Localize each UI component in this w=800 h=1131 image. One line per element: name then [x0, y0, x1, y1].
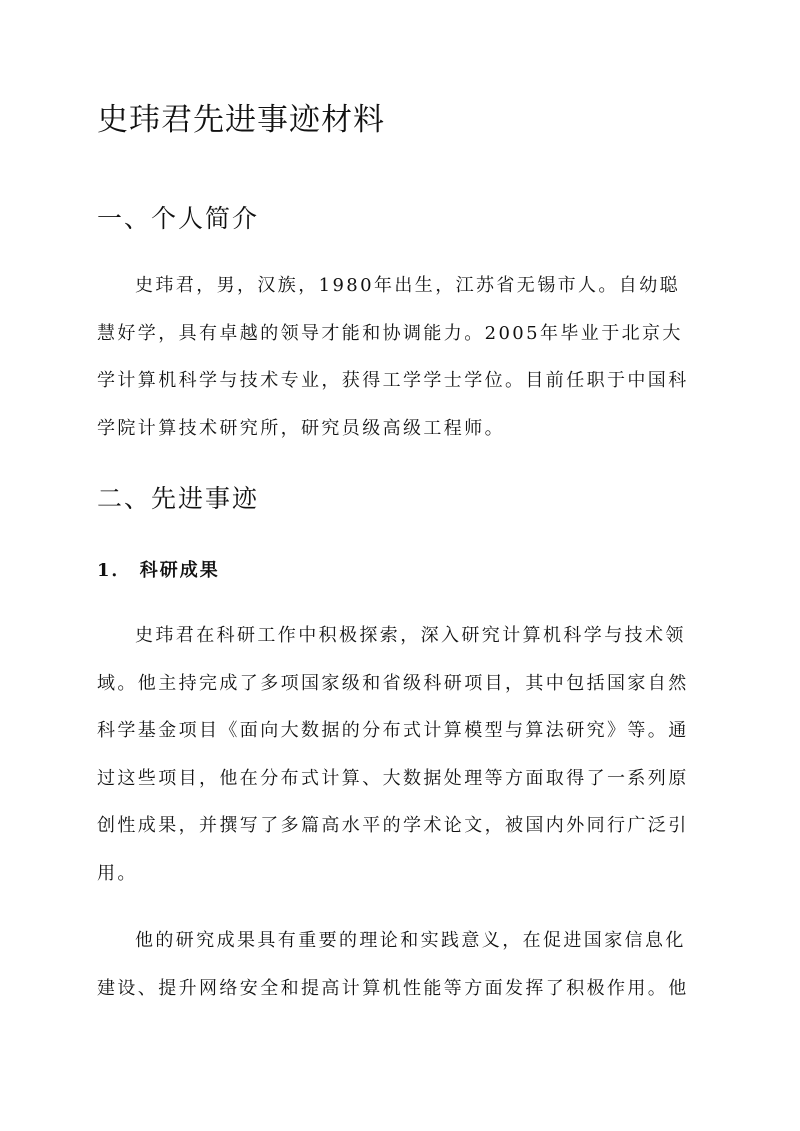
paragraph-line: 学计算机科学与技术专业，获得工学学士学位。目前任职于中国科	[97, 370, 689, 391]
paragraph-line: 学院计算技术研究所，研究员级高级工程师。	[97, 417, 505, 439]
research-paragraph-2	[97, 917, 707, 1012]
paragraph-line: 用。	[97, 862, 138, 884]
paragraph-line: 域。他主持完成了多项国家级和省级科研项目，其中包括国家自然	[97, 672, 689, 694]
paragraph-line: 他的研究成果具有重要的理论和实践意义，在促进国家信息化	[135, 930, 686, 951]
paragraph-line: 过这些项目，他在分布式计算、大数据处理等方面取得了一系列原	[97, 767, 689, 789]
paragraph-line: 科学基金项目《面向大数据的分布式计算模型与算法研究》等。通	[97, 720, 689, 741]
document-title: 史玮君先进事迹材料	[97, 102, 385, 138]
research-paragraph-1	[97, 612, 707, 897]
section-heading-profile: 一、个人简介	[97, 204, 260, 233]
profile-paragraph	[97, 262, 707, 452]
paragraph-line: 慧好学，具有卓越的领导才能和协调能力。2005年毕业于北京大	[97, 322, 683, 344]
paragraph-line: 史玮君，男，汉族，1980年出生，江苏省无锡市人。自幼聪	[135, 275, 681, 296]
paragraph-line: 建设、提升网络安全和提高计算机性能等方面发挥了积极作用。他	[97, 977, 689, 999]
paragraph-line: 创性成果，并撰写了多篇高水平的学术论文，被国内外同行广泛引	[97, 815, 689, 836]
subsection-heading-research: 1． 科研成果	[97, 560, 220, 581]
paragraph-line: 史玮君在科研工作中积极探索，深入研究计算机科学与技术领	[135, 625, 686, 646]
section-heading-achievements: 二、先进事迹	[97, 484, 260, 513]
